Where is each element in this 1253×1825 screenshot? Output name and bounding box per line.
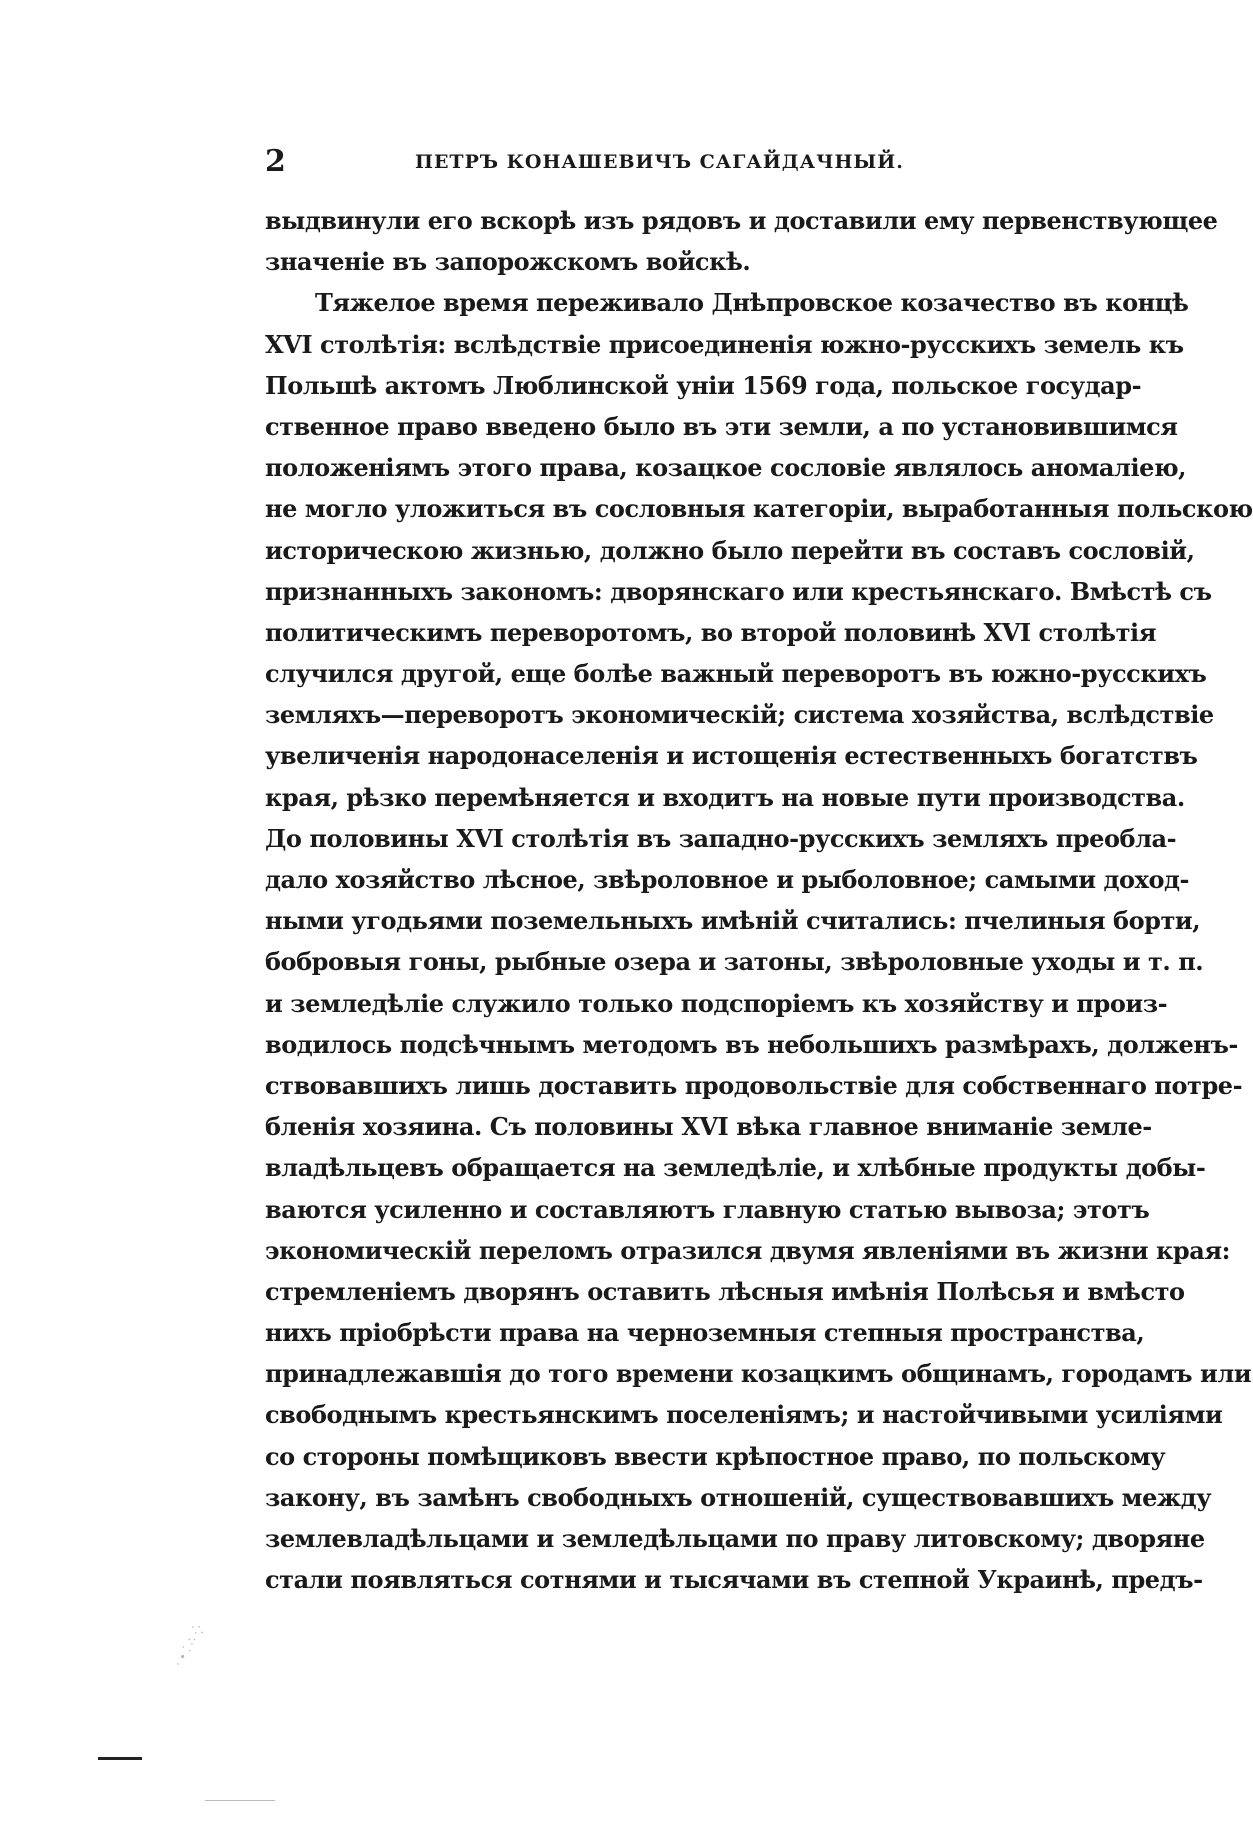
page-number: 2 xyxy=(265,144,286,179)
text-line: историческою жизнью, должно было перейти въ составъ сословій, xyxy=(265,535,1195,565)
text-line: ваются усиленно и составляютъ главную статью вывоза; этотъ xyxy=(265,1194,1150,1224)
text-line: политическимъ переворотомъ, во второй половинѣ XVI столѣтія xyxy=(265,617,1156,647)
text-line: ственное право введено было въ эти земли, а по установившимся xyxy=(265,411,1178,441)
text-line: стремленіемъ дворянъ оставить лѣсныя имѣнія Полѣсья и вмѣсто xyxy=(265,1276,1185,1306)
text-line: не могло уложиться въ сословныя категоріи, выработанныя польскою xyxy=(265,494,1253,524)
text-line: и земледѣліе служило только подспоріемъ къ хозяйству и произ- xyxy=(265,988,1168,1018)
text-line: экономическій переломъ отразился двумя явленіями въ жизни края: xyxy=(265,1235,1231,1265)
running-head xyxy=(265,142,1095,182)
text-line: выдвинули его вскорѣ изъ рядовъ и доставили ему первенствующее xyxy=(265,206,1218,235)
scan-smudge: · ∙ ⁚ ∴ ⁛ xyxy=(171,1622,207,1670)
text-line: дало хозяйство лѣсное, звѣроловное и рыболовное; самыми доход- xyxy=(265,865,1190,894)
body-text xyxy=(265,200,1253,1600)
text-line: значеніе въ запорожскомъ войскѣ. xyxy=(265,247,751,277)
text-line: бленія хозяина. Съ половины XVI вѣка главное вниманіе земле- xyxy=(265,1112,1152,1142)
text-line: До половины XVI столѣтія въ западно-русскихъ земляхъ преобла- xyxy=(265,823,1177,853)
text-line: Тяжелое время переживало Днѣпровское козачество въ концѣ xyxy=(315,288,1189,318)
text-line: ствовавшихъ лишь доставить продовольствіе для собственнаго потре- xyxy=(265,1070,1243,1100)
text-line: случился другой, еще болѣе важный переворотъ въ южно-русскихъ xyxy=(265,659,1207,689)
text-line: свободнымъ крестьянскимъ поселеніямъ; и настойчивыми усиліями xyxy=(265,1400,1223,1430)
margin-mark xyxy=(98,1757,142,1760)
text-line: ными угодьями поземельныхъ имѣній считались: пчелиныя борти, xyxy=(265,906,1201,936)
text-line: со стороны помѣщиковъ ввести крѣпостное право, по польскому xyxy=(265,1441,1166,1471)
text-line: принадлежавшія до того времени козацкимъ общинамъ, городамъ или xyxy=(265,1359,1252,1389)
text-line: водилось подсѣчнымъ методомъ въ небольшихъ размѣрахъ, долженъ- xyxy=(265,1029,1238,1059)
faint-rule xyxy=(205,1800,275,1801)
text-line: XVI столѣтія: вслѣдствіе присоединенія южно-русскихъ земель къ xyxy=(265,329,1184,359)
text-line: бобровыя гоны, рыбные озера и затоны, звѣроловные уходы и т. п. xyxy=(265,947,1204,977)
text-line: землевладѣльцами и земледѣльцами по праву литовскому; дворяне xyxy=(265,1524,1205,1553)
text-line: Польшѣ актомъ Люблинской уніи 1569 года, польское государ- xyxy=(265,370,1142,400)
text-line: закону, въ замѣнъ свободныхъ отношеній, существовавшихъ между xyxy=(265,1482,1212,1512)
text-line: положеніямъ этого права, козацкое сословіе являлось аномаліею, xyxy=(265,453,1187,483)
text-line: увеличенія народонаселенія и истощенія естественныхъ богатствъ xyxy=(265,741,1198,771)
text-line: стали появляться сотнями и тысячами въ степной Украинѣ, предъ- xyxy=(265,1565,1203,1595)
text-line: земляхъ—переворотъ экономическій; система хозяйства, вслѣдствіе xyxy=(265,700,1214,730)
running-title: ПЕТРЪ КОНАШЕВИЧЪ САГАЙДАЧНЫЙ. xyxy=(415,151,904,173)
text-line: владѣльцевъ обращается на земледѣліе, и хлѣбные продукты добы- xyxy=(265,1153,1206,1183)
text-line: признанныхъ закономъ: дворянскаго или крестьянскаго. Вмѣстѣ съ xyxy=(265,576,1212,606)
text-line: края, рѣзко перемѣняется и входитъ на новые пути производства. xyxy=(265,782,1185,812)
text-line: нихъ пріобрѣсти права на черноземныя степныя пространства, xyxy=(265,1318,1145,1348)
